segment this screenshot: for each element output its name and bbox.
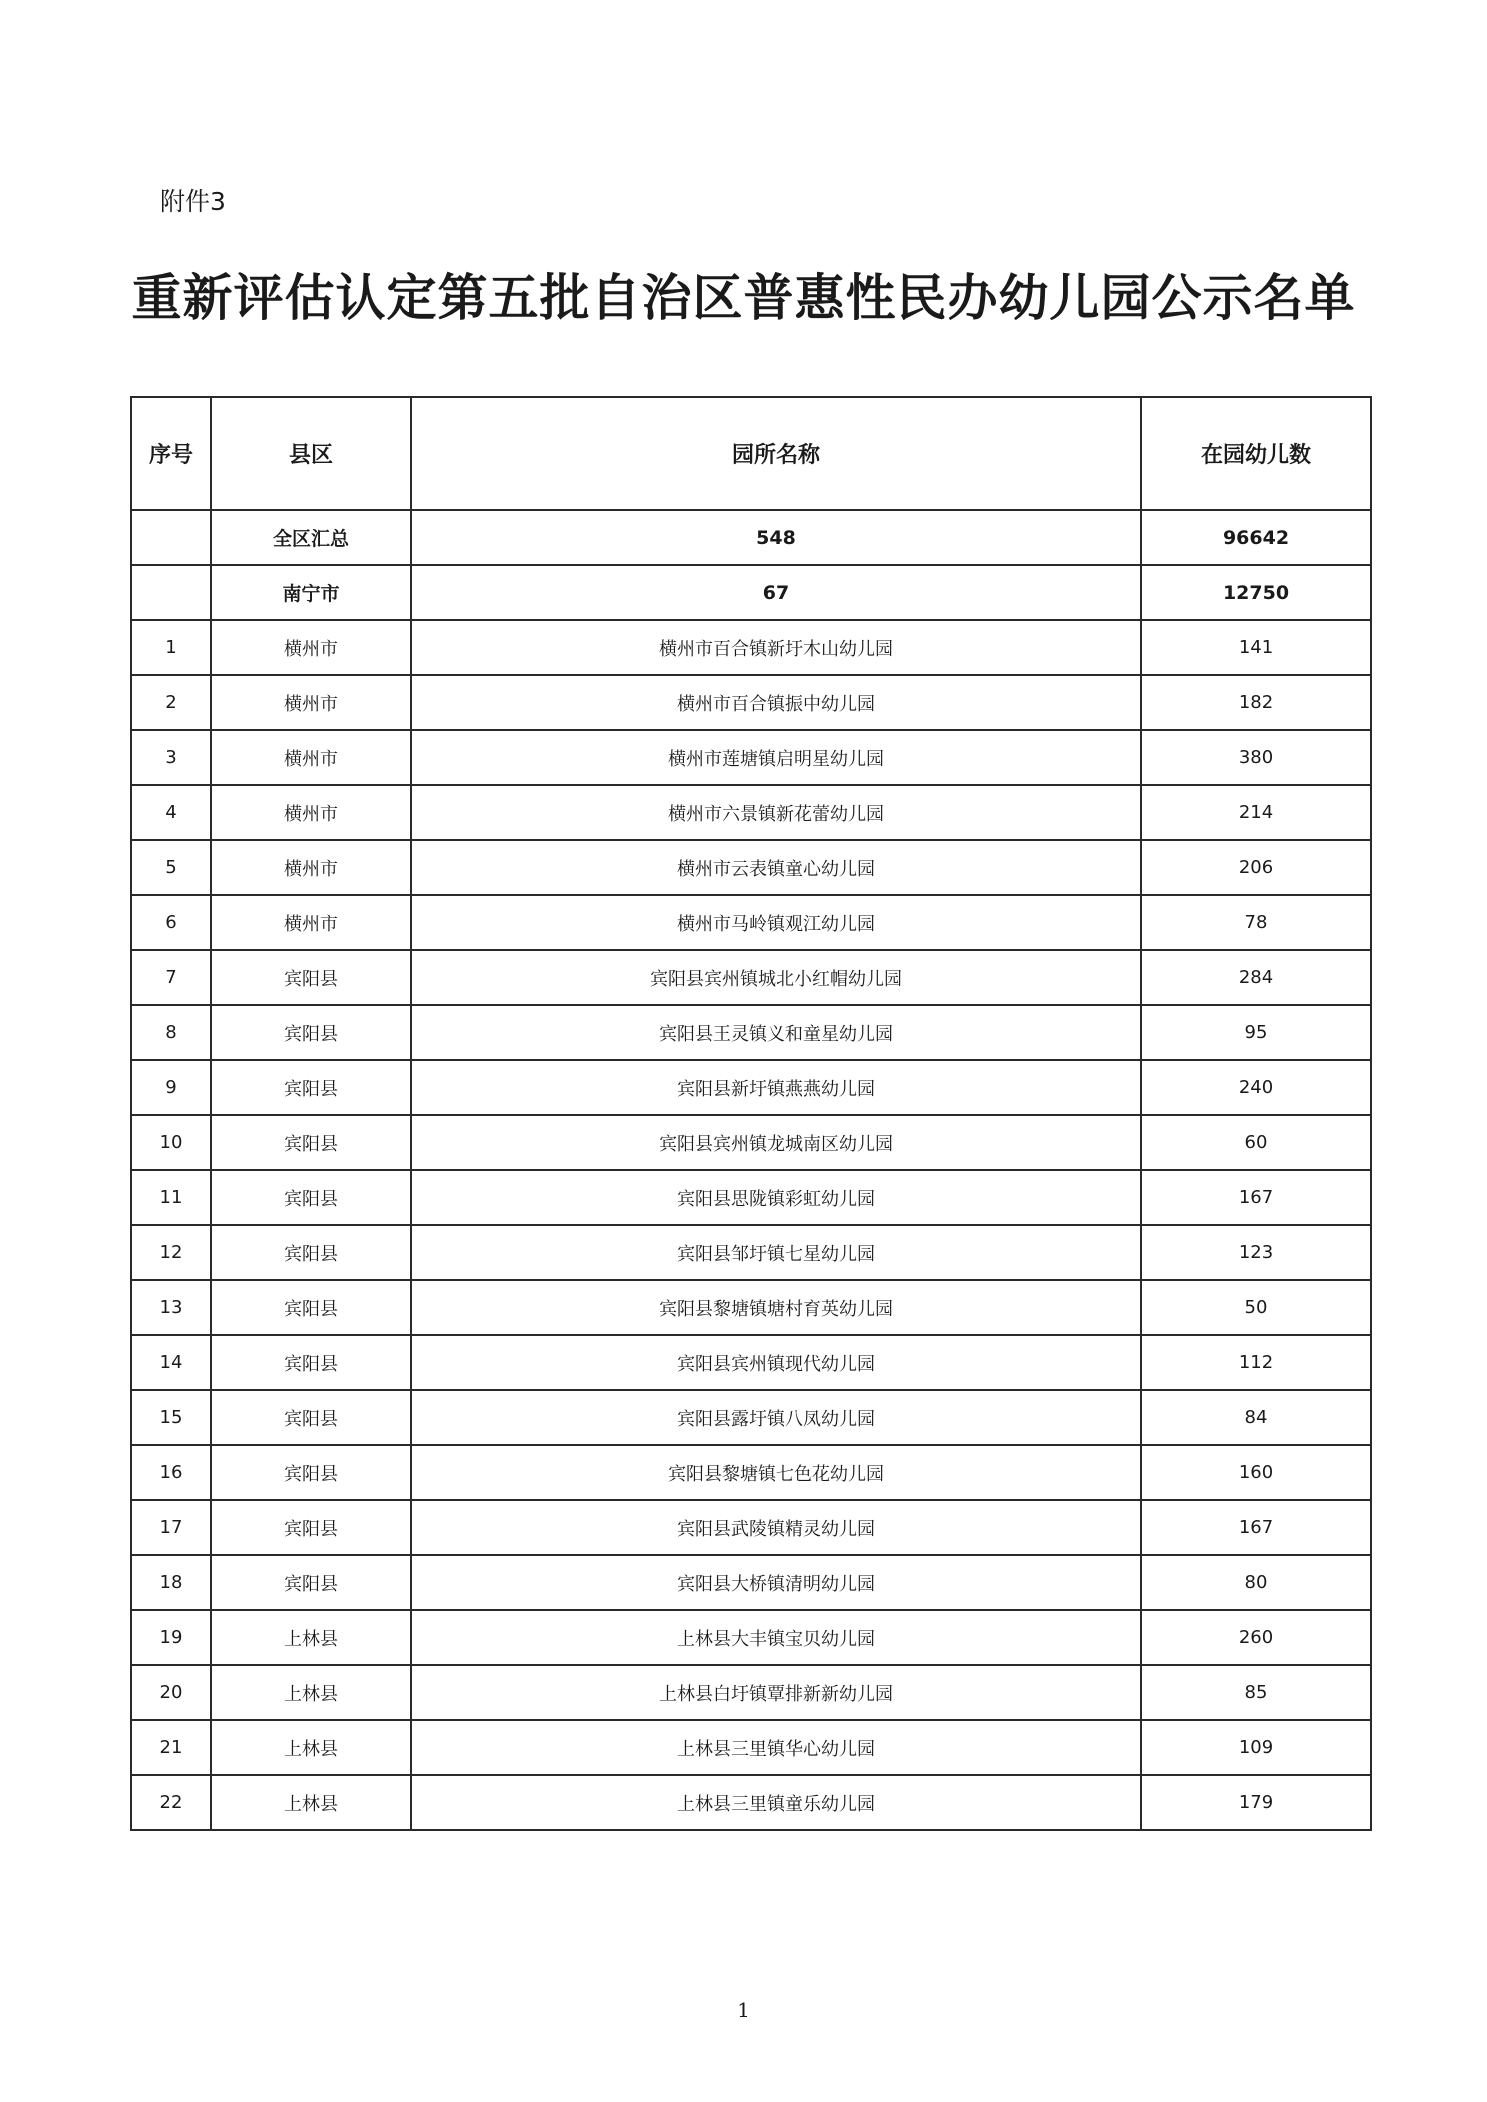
table-row [131, 1500, 1371, 1555]
cell-county: 宾阳县 [211, 1500, 411, 1555]
cell-county: 宾阳县 [211, 1335, 411, 1390]
cell-serial-number: 8 [131, 1005, 211, 1060]
cell-county: 横州市 [211, 675, 411, 730]
cell-children-count: 284 [1141, 950, 1371, 1005]
table-row [131, 840, 1371, 895]
summary-kindergarten-count: 548 [411, 510, 1141, 565]
table-row [131, 1115, 1371, 1170]
cell-serial-number: 7 [131, 950, 211, 1005]
cell-serial-number: 4 [131, 785, 211, 840]
cell-kindergarten-name: 横州市云表镇童心幼儿园 [411, 840, 1141, 895]
table-row [131, 895, 1371, 950]
cell-children-count: 182 [1141, 675, 1371, 730]
attachment-label: 附件3 [160, 187, 226, 216]
cell-children-count: 60 [1141, 1115, 1371, 1170]
cell-serial-number: 11 [131, 1170, 211, 1225]
summary-children-count: 12750 [1141, 565, 1371, 620]
cell-county: 横州市 [211, 840, 411, 895]
cell-kindergarten-name: 上林县大丰镇宝贝幼儿园 [411, 1610, 1141, 1665]
cell-kindergarten-name: 宾阳县武陵镇精灵幼儿园 [411, 1500, 1141, 1555]
cell-children-count: 85 [1141, 1665, 1371, 1720]
cell-serial-number: 3 [131, 730, 211, 785]
summary-county: 南宁市 [211, 565, 411, 620]
cell-children-count: 80 [1141, 1555, 1371, 1610]
cell-children-count: 240 [1141, 1060, 1371, 1115]
cell-serial-number: 12 [131, 1225, 211, 1280]
cell-serial-number: 14 [131, 1335, 211, 1390]
summary-children-count: 96642 [1141, 510, 1371, 565]
cell-serial-number: 9 [131, 1060, 211, 1115]
cell-county: 宾阳县 [211, 1170, 411, 1225]
cell-serial-number: 20 [131, 1665, 211, 1720]
cell-serial-number: 13 [131, 1280, 211, 1335]
table-row [131, 1445, 1371, 1500]
summary-kindergarten-count: 67 [411, 565, 1141, 620]
cell-county: 宾阳县 [211, 1005, 411, 1060]
cell-kindergarten-name: 宾阳县宾州镇现代幼儿园 [411, 1335, 1141, 1390]
table-row [131, 785, 1371, 840]
cell-kindergarten-name: 宾阳县大桥镇清明幼儿园 [411, 1555, 1141, 1610]
cell-serial-number: 19 [131, 1610, 211, 1665]
cell-county: 横州市 [211, 620, 411, 675]
cell-serial-number: 2 [131, 675, 211, 730]
kindergarten-table [130, 396, 1372, 1831]
summary-county: 全区汇总 [211, 510, 411, 565]
cell-kindergarten-name: 宾阳县宾州镇龙城南区幼儿园 [411, 1115, 1141, 1170]
cell-kindergarten-name: 宾阳县新圩镇燕燕幼儿园 [411, 1060, 1141, 1115]
cell-county: 横州市 [211, 730, 411, 785]
cell-children-count: 123 [1141, 1225, 1371, 1280]
table-row [131, 1775, 1371, 1830]
table-row [131, 675, 1371, 730]
cell-serial-number: 15 [131, 1390, 211, 1445]
cell-county: 上林县 [211, 1775, 411, 1830]
table-row [131, 1060, 1371, 1115]
cell-kindergarten-name: 横州市百合镇振中幼儿园 [411, 675, 1141, 730]
cell-kindergarten-name: 宾阳县黎塘镇塘村育英幼儿园 [411, 1280, 1141, 1335]
table-row [131, 1170, 1371, 1225]
cell-kindergarten-name: 上林县三里镇华心幼儿园 [411, 1720, 1141, 1775]
cell-kindergarten-name: 宾阳县思陇镇彩虹幼儿园 [411, 1170, 1141, 1225]
cell-kindergarten-name: 上林县三里镇童乐幼儿园 [411, 1775, 1141, 1830]
document-title: 重新评估认定第五批自治区普惠性民办幼儿园公示名单 [131, 268, 1356, 327]
cell-children-count: 260 [1141, 1610, 1371, 1665]
cell-county: 宾阳县 [211, 1280, 411, 1335]
table-row [131, 1335, 1371, 1390]
cell-children-count: 50 [1141, 1280, 1371, 1335]
cell-county: 宾阳县 [211, 950, 411, 1005]
cell-serial-number: 17 [131, 1500, 211, 1555]
cell-children-count: 167 [1141, 1500, 1371, 1555]
cell-county: 上林县 [211, 1610, 411, 1665]
cell-kindergarten-name: 横州市莲塘镇启明星幼儿园 [411, 730, 1141, 785]
cell-children-count: 160 [1141, 1445, 1371, 1500]
cell-kindergarten-name: 宾阳县黎塘镇七色花幼儿园 [411, 1445, 1141, 1500]
cell-kindergarten-name: 上林县白圩镇覃排新新幼儿园 [411, 1665, 1141, 1720]
header-kindergarten-name: 园所名称 [411, 397, 1141, 510]
cell-children-count: 78 [1141, 895, 1371, 950]
cell-children-count: 380 [1141, 730, 1371, 785]
table-row [131, 950, 1371, 1005]
cell-county: 横州市 [211, 785, 411, 840]
cell-children-count: 141 [1141, 620, 1371, 675]
summary-serial-number [131, 510, 211, 565]
page-number: 1 [737, 1998, 750, 2022]
table-row [131, 1280, 1371, 1335]
table-row [131, 1225, 1371, 1280]
cell-children-count: 214 [1141, 785, 1371, 840]
cell-county: 宾阳县 [211, 1060, 411, 1115]
cell-county: 上林县 [211, 1720, 411, 1775]
cell-county: 宾阳县 [211, 1445, 411, 1500]
cell-serial-number: 21 [131, 1720, 211, 1775]
table-row [131, 1390, 1371, 1445]
cell-serial-number: 5 [131, 840, 211, 895]
cell-children-count: 179 [1141, 1775, 1371, 1830]
table-header-row [131, 397, 1371, 510]
cell-kindergarten-name: 宾阳县邹圩镇七星幼儿园 [411, 1225, 1141, 1280]
cell-children-count: 109 [1141, 1720, 1371, 1775]
cell-county: 横州市 [211, 895, 411, 950]
cell-children-count: 112 [1141, 1335, 1371, 1390]
header-serial-number: 序号 [131, 397, 211, 510]
table-row [131, 1005, 1371, 1060]
summary-row-nanning [131, 565, 1371, 620]
cell-county: 宾阳县 [211, 1225, 411, 1280]
cell-children-count: 167 [1141, 1170, 1371, 1225]
cell-kindergarten-name: 横州市马岭镇观江幼儿园 [411, 895, 1141, 950]
table-row [131, 730, 1371, 785]
header-enrolled-children: 在园幼儿数 [1141, 397, 1371, 510]
cell-children-count: 84 [1141, 1390, 1371, 1445]
table-row [131, 1720, 1371, 1775]
cell-county: 宾阳县 [211, 1555, 411, 1610]
cell-serial-number: 18 [131, 1555, 211, 1610]
cell-serial-number: 6 [131, 895, 211, 950]
table-row [131, 1610, 1371, 1665]
cell-serial-number: 1 [131, 620, 211, 675]
summary-row-region-total [131, 510, 1371, 565]
cell-kindergarten-name: 宾阳县宾州镇城北小红帽幼儿园 [411, 950, 1141, 1005]
cell-serial-number: 10 [131, 1115, 211, 1170]
cell-children-count: 206 [1141, 840, 1371, 895]
header-county: 县区 [211, 397, 411, 510]
table-row [131, 620, 1371, 675]
cell-kindergarten-name: 宾阳县王灵镇义和童星幼儿园 [411, 1005, 1141, 1060]
cell-kindergarten-name: 横州市六景镇新花蕾幼儿园 [411, 785, 1141, 840]
cell-children-count: 95 [1141, 1005, 1371, 1060]
cell-county: 宾阳县 [211, 1115, 411, 1170]
summary-serial-number [131, 565, 211, 620]
cell-county: 宾阳县 [211, 1390, 411, 1445]
table-row [131, 1555, 1371, 1610]
cell-serial-number: 16 [131, 1445, 211, 1500]
cell-serial-number: 22 [131, 1775, 211, 1830]
cell-kindergarten-name: 横州市百合镇新圩木山幼儿园 [411, 620, 1141, 675]
table-row [131, 1665, 1371, 1720]
cell-kindergarten-name: 宾阳县露圩镇八凤幼儿园 [411, 1390, 1141, 1445]
cell-county: 上林县 [211, 1665, 411, 1720]
